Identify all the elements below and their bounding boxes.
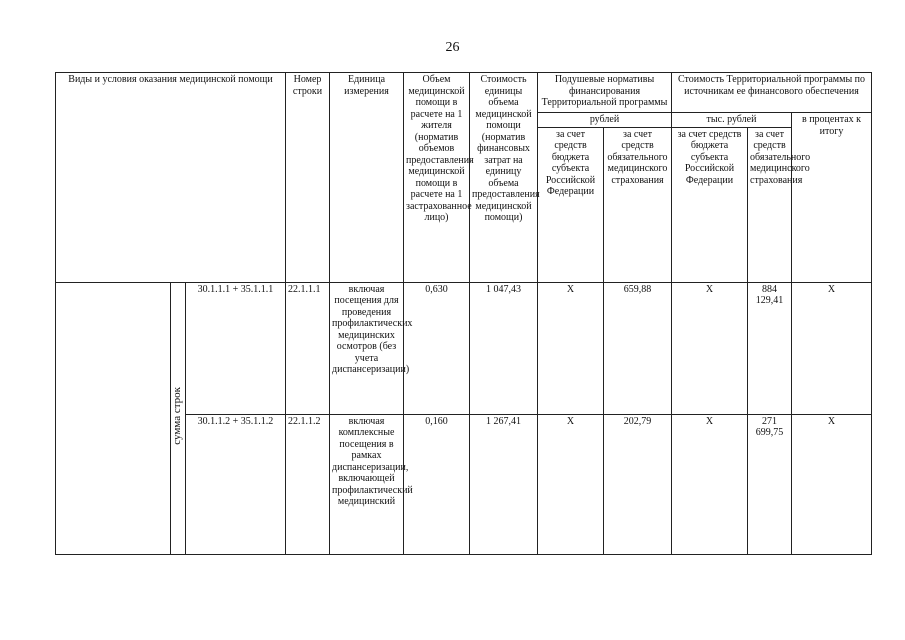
header-total: Стоимость Территориальной программы по источникам ее финансового обеспечения bbox=[672, 73, 872, 113]
row-percent: Х bbox=[792, 414, 872, 554]
row-number: 22.1.1.2 bbox=[286, 414, 330, 554]
header-type: Виды и условия оказания медицинской помощи bbox=[56, 73, 286, 283]
row-unit: включая комплексные посещения в рамках диспансеризации, включающей профилактический медицинский bbox=[330, 414, 404, 554]
table-row bbox=[56, 282, 872, 414]
row-percapita-oms: 202,79 bbox=[604, 414, 672, 554]
row-sum: 30.1.1.1 + 35.1.1.1 bbox=[186, 282, 286, 414]
financing-table bbox=[55, 72, 872, 555]
header-row-number: Номер строки bbox=[286, 73, 330, 283]
row-total-budget: Х bbox=[672, 282, 748, 414]
header-cost: Стоимость единицы объема медицинской помощи (норматив финансовых затрат на единицу объема предоставления медицинской помощи) bbox=[470, 73, 538, 283]
row-total-oms: 884 129,41 bbox=[748, 282, 792, 414]
blank-cell bbox=[56, 282, 171, 554]
header-volume: Объем медицинской помощи в расчете на 1 жителя (норматив объемов предоставления медицинской помощи в расчете на 1 застрахованное лицо) bbox=[404, 73, 470, 283]
header-percapita: Подушевые нормативы финансирования Территориальной программы bbox=[538, 73, 672, 113]
row-cost: 1 047,43 bbox=[470, 282, 538, 414]
vertical-label: сумма строк bbox=[171, 387, 184, 446]
row-total-oms: 271 699,75 bbox=[748, 414, 792, 554]
row-percapita-budget: Х bbox=[538, 414, 604, 554]
header-percapita-budget: за счет средств бюджета субъекта Российской Федерации bbox=[538, 127, 604, 282]
page-number: 26 bbox=[445, 40, 460, 55]
row-cost: 1 267,41 bbox=[470, 414, 538, 554]
row-percapita-budget: Х bbox=[538, 282, 604, 414]
row-unit: включая посещения для проведения профилактических медицинских осмотров (без учета диспансеризации) bbox=[330, 282, 404, 414]
row-number: 22.1.1.1 bbox=[286, 282, 330, 414]
header-total-oms: за счет средств обязательного медицинского страхования bbox=[748, 127, 792, 282]
header-total-units: тыс. рублей bbox=[672, 113, 792, 128]
row-volume: 0,630 bbox=[404, 282, 470, 414]
row-percapita-oms: 659,88 bbox=[604, 282, 672, 414]
vertical-label-cell bbox=[171, 282, 186, 554]
header-unit: Единица измерения bbox=[330, 73, 404, 283]
row-total-budget: Х bbox=[672, 414, 748, 554]
row-percent: Х bbox=[792, 282, 872, 414]
header-percapita-oms: за счет средств обязательного медицинского страхования bbox=[604, 127, 672, 282]
header-percapita-units: рублей bbox=[538, 113, 672, 128]
header-percent: в процентах к итогу bbox=[792, 113, 872, 283]
row-volume: 0,160 bbox=[404, 414, 470, 554]
header-total-budget: за счет средств бюджета субъекта Российской Федерации bbox=[672, 127, 748, 282]
row-sum: 30.1.1.2 + 35.1.1.2 bbox=[186, 414, 286, 554]
